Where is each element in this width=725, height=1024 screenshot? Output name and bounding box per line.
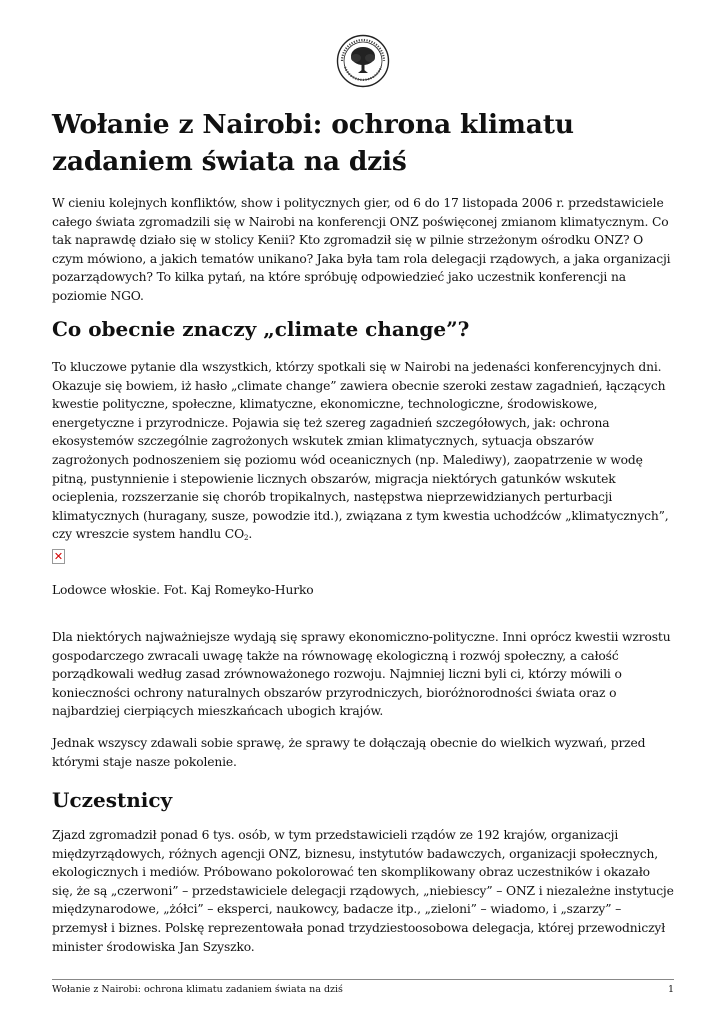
co2-subscript: 2	[244, 534, 249, 543]
challenges-paragraph: Jednak wszyscy zdawali sobie sprawę, że sprawy te dołączają obecnie do wielkich wyzwań, przed którymi staje nasze pokolenie.	[52, 736, 646, 769]
climate-change-text: To kluczowe pytanie dla wszystkich, którzy spotkali się w Nairobi na jedenaści konferencyjnych dni. Okazuje się bowiem, iż hasło „climate change” zawiera obecnie szeroki zestaw zagadnień, łączących kwestie polityczne, społeczne, klimatyczne, ekonomiczne, technologiczne, środowiskowe, energetyczne i przyrodnicze. Pojawia się też szereg zagadnień szczegółowych, jak: ochrona ekosystemów szczególnie zagrożonych wskutek zmian klimatycznych, sytuacja obszarów zagrożonych podnoszeniem się poziomu wód oceanicznych (np. Malediwy), zaopatrzenie w wodę pitną, pustynnienie i stepowienie licznych obszarów, migracja niektórych gatunków wskutek ocieplenia, rozszerzanie się chorób tropikalnych, następstwa nieprzewidzianych perturbacji klimatycznych (huragany, susze, powodzie itd.), związana z tym kwestia uchodźców „klimatycznych”, czy wreszcie system handlu CO	[52, 360, 669, 542]
priorities-paragraph: Dla niektórych najważniejsze wydają się sprawy ekonomiczno-polityczne. Inni oprócz kwestii wzrostu gospodarczego zwracali uwagę także na równowagę ekologiczną i rozwój społeczny, a całość porządkowali według zasad zrównoważonego rozwoju. Najmniej liczni byli ci, którzy mówili o konieczności ochrony naturalnych obszarów przyrodniczych, bioróżnorodności świata oraz o najbardziej cierpiących mieszkańcach ubogich krajów.	[52, 630, 671, 719]
paragraph-end: .	[248, 527, 253, 542]
page-footer	[52, 984, 674, 998]
page-number: 1	[667, 984, 674, 995]
footer-divider	[52, 979, 674, 980]
image-caption: Lodowce włoskie. Fot. Kaj Romeyko-Hurko	[52, 583, 314, 597]
section-heading-climate-change: Co obecnie znaczy „climate change”?	[52, 317, 470, 341]
footer-title: Wołanie z Nairobi: ochrona klimatu zadaniem świata na dziś	[52, 984, 343, 995]
participants-paragraph: Zjazd zgromadził ponad 6 tys. osób, w tym przedstawicieli rządów ze 192 krajów, organizacji międzyrządowych, różnych agencji ONZ, biznesu, instytutów badawczych, organizacji społecznych, ekologicznych i mediów. Próbowano pokolorować ten skomplikowany obraz uczestników i okazało się, że są „czerwoni” – przedstawiciele delegacji rządowych, „niebiescy” – ONZ i niezależne instytucje międzynarodowe, „żółci” – eksperci, naukowcy, badacze itp., „zieloni” – wiadomo, i „szarzy” – przemysł i biznes. Polskę reprezentowała ponad trzydziestoosobowa delegacja, której przewodniczył minister środowiska Jan Szyszko.	[52, 828, 674, 954]
intro-paragraph: W cieniu kolejnych konfliktów, show i politycznych gier, od 6 do 17 listopada 2006 r. przedstawiciele całego świata zgromadzili się w Nairobi na konferencji ONZ poświęconej zmianom klimatycznym. Co tak naprawdę działo się w stolicy Kenii? Kto zgromadził się w pilnie strzeżonym ośrodku ONZ? O czym mówiono, a jakich tematów unikano? Jaka była tam rola delegacji rządowych, a jaka organizacji pozarządowych? To kilka pytań, na które spróbuję odpowiedzieć jako uczestnik konferencji na poziomie NGO.	[52, 196, 671, 303]
article-title: Wołanie z Nairobi: ochrona klimatu zadaniem świata na dziś	[52, 109, 574, 177]
climate-change-paragraph	[52, 358, 674, 548]
broken-image-icon: ✕	[53, 550, 64, 563]
section-heading-participants: Uczestnicy	[52, 788, 173, 812]
tree-seal-logo	[336, 34, 390, 88]
